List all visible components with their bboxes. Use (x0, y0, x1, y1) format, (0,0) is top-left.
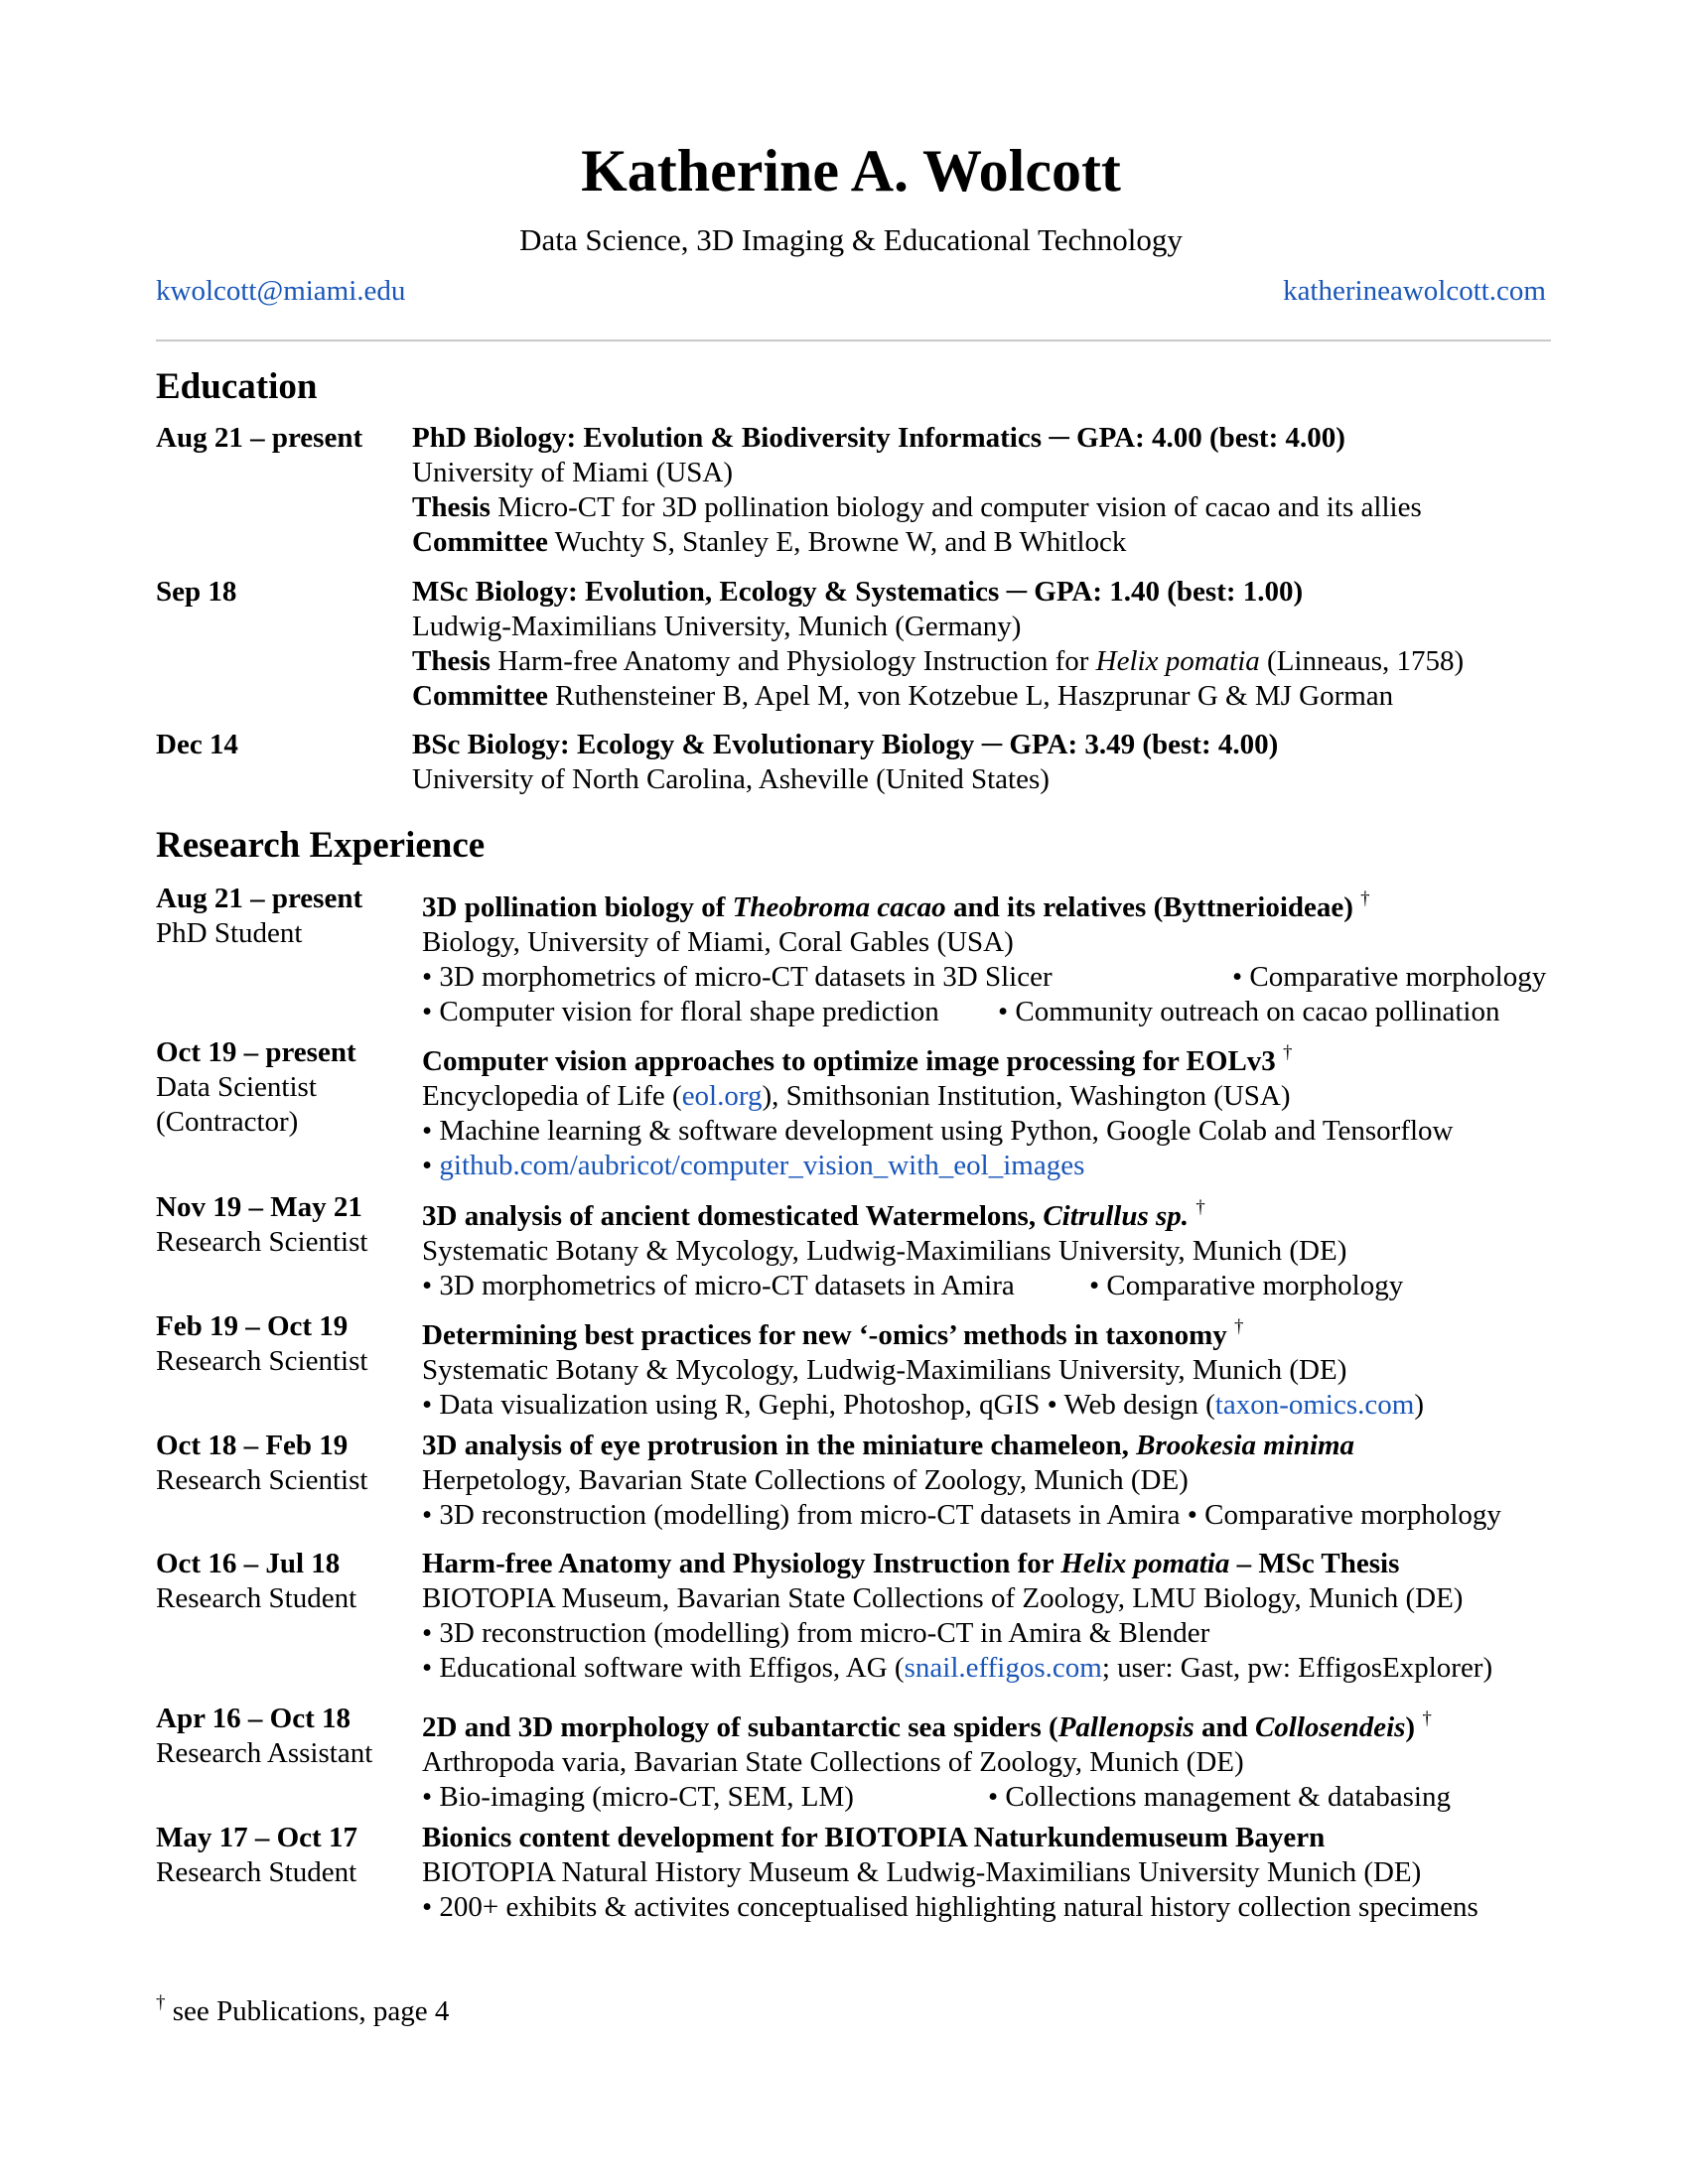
eol-link[interactable]: eol.org (681, 1080, 763, 1112)
entry-body (422, 1702, 1451, 1815)
entry-date: Oct 19 – present Data Scientist (Contractor) (156, 1036, 356, 1138)
website-link[interactable]: katherineawolcott.com (1283, 275, 1546, 307)
project-title: 3D pollination biology of Theobroma cacao and its relatives (Byttnerioideae) † (422, 888, 1370, 923)
project-title: Computer vision approaches to optimize image processing for EOLv3 † (422, 1042, 1293, 1077)
entry-date: Nov 19 – May 21 Research Scientist (156, 1191, 368, 1258)
entry-date: Sep 18 (156, 576, 237, 608)
school: University of Miami (USA) (412, 457, 733, 488)
entry-body (422, 1035, 1454, 1183)
committee-line: Committee Ruthensteiner B, Apel M, von Kotzebue L, Haszprunar G & MJ Gorman (412, 680, 1394, 712)
bullet-row: • Bio-imaging (micro-CT, SEM, LM) • Collections management & databasing (422, 1781, 1451, 1813)
thesis-line: Thesis Micro-CT for 3D pollination biology and computer vision of cacao and its allies (412, 491, 1422, 523)
entry-body (422, 1190, 1404, 1303)
github-link[interactable]: github.com/aubricot/computer_vision_with_eol_images (439, 1150, 1085, 1181)
entry-date: May 17 – Oct 17 Research Student (156, 1822, 357, 1888)
degree-title: BSc Biology: Ecology & Evolutionary Biology ─ GPA: 3.49 (best: 4.00) (412, 729, 1279, 760)
email-link[interactable]: kwolcott@miami.edu (156, 275, 406, 307)
organization: BIOTOPIA Natural History Museum & Ludwig-Maximilians University Munich (DE) (422, 1856, 1422, 1888)
footnote: † see Publications, page 4 (156, 1992, 450, 2027)
entry-date: Oct 16 – Jul 18 Research Student (156, 1548, 357, 1614)
organization: Systematic Botany & Mycology, Ludwig-Maximilians University, Munich (DE) (422, 1235, 1347, 1267)
entry-body (422, 1429, 1501, 1533)
entry-date: Oct 18 – Feb 19 Research Scientist (156, 1430, 368, 1496)
entry-date: Aug 21 – present PhD Student (156, 883, 363, 949)
entry-body (422, 882, 1547, 1029)
bullet-row: • Machine learning & software development using Python, Google Colab and Tensorflow (422, 1115, 1454, 1147)
project-title: Determining best practices for new ‘-omics’ methods in taxonomy † (422, 1316, 1244, 1351)
entry-body (422, 1821, 1478, 1925)
bullet-row: • Educational software with Effigos, AG (snail.effigos.com; user: Gast, pw: EffigosExplorer) (422, 1652, 1493, 1684)
cv-subtitle: Data Science, 3D Imaging & Educational Technology (519, 222, 1183, 257)
organization: BIOTOPIA Museum, Bavarian State Collections of Zoology, LMU Biology, Munich (DE) (422, 1582, 1464, 1614)
bullet-row: • Data visualization using R, Gephi, Photoshop, qGIS • Web design (taxon-omics.com) (422, 1389, 1424, 1421)
entry-body (412, 421, 1422, 560)
section-title-research: Research Experience (156, 825, 486, 866)
entry-body (422, 1547, 1492, 1686)
header-divider (156, 340, 1551, 341)
bullet-row: • 3D reconstruction (modelling) from micro-CT datasets in Amira • Comparative morphology (422, 1499, 1501, 1531)
project-title: Harm-free Anatomy and Physiology Instruction for Helix pomatia – MSc Thesis (422, 1548, 1400, 1579)
project-title: 2D and 3D morphology of subantarctic sea spiders (Pallenopsis and Collosendeis) † (422, 1708, 1432, 1743)
effigos-link[interactable]: snail.effigos.com (904, 1652, 1102, 1684)
taxon-omics-link[interactable]: taxon-omics.com (1214, 1389, 1415, 1421)
project-title: Bionics content development for BIOTOPIA Naturkundemuseum Bayern (422, 1822, 1326, 1853)
organization: Arthropoda varia, Bavarian State Collections of Zoology, Munich (DE) (422, 1746, 1244, 1778)
organization: Biology, University of Miami, Coral Gables (USA) (422, 926, 1014, 958)
thesis-line: Thesis Harm-free Anatomy and Physiology Instruction for Helix pomatia (Linneaus, 1758) (412, 645, 1465, 677)
entry-date: Apr 16 – Oct 18 Research Assistant (156, 1703, 373, 1769)
bullet-row: • 3D morphometrics of micro-CT datasets in Amira • Comparative morphology (422, 1270, 1404, 1301)
project-title: 3D analysis of ancient domesticated Watermelons, Citrullus sp. † (422, 1197, 1205, 1232)
bullet-row: • 200+ exhibits & activites conceptualised highlighting natural history collection specimens (422, 1891, 1478, 1923)
entry-body (412, 728, 1278, 797)
bullet-row: • Computer vision for floral shape prediction • Community outreach on cacao pollination (422, 996, 1500, 1027)
section-title-education: Education (156, 366, 318, 407)
bullet-row: • 3D reconstruction (modelling) from micro-CT in Amira & Blender (422, 1617, 1210, 1649)
committee-line: Committee Wuchty S, Stanley E, Browne W, and B Whitlock (412, 526, 1127, 558)
organization: Encyclopedia of Life (eol.org), Smithsonian Institution, Washington (USA) (422, 1080, 1291, 1112)
bullet-row: • 3D morphometrics of micro-CT datasets in 3D Slicer • Comparative morphology (422, 961, 1547, 993)
project-title: 3D analysis of eye protrusion in the miniature chameleon, Brookesia minima (422, 1430, 1355, 1461)
cv-name: Katherine A. Wolcott (581, 138, 1121, 204)
school: Ludwig-Maximilians University, Munich (Germany) (412, 611, 1022, 642)
entry-date: Dec 14 (156, 729, 238, 760)
entry-body (412, 575, 1464, 714)
school: University of North Carolina, Asheville (United States) (412, 763, 1050, 795)
organization: Herpetology, Bavarian State Collections of Zoology, Munich (DE) (422, 1464, 1189, 1496)
degree-title: PhD Biology: Evolution & Biodiversity Informatics ─ GPA: 4.00 (best: 4.00) (412, 422, 1345, 454)
bullet-row: • github.com/aubricot/computer_vision_with_eol_images (422, 1150, 1085, 1181)
entry-body (422, 1309, 1424, 1423)
entry-date: Feb 19 – Oct 19 Research Scientist (156, 1310, 368, 1377)
degree-title: MSc Biology: Evolution, Ecology & Systematics ─ GPA: 1.40 (best: 1.00) (412, 576, 1304, 608)
organization: Systematic Botany & Mycology, Ludwig-Maximilians University, Munich (DE) (422, 1354, 1347, 1386)
entry-date: Aug 21 – present (156, 422, 363, 454)
